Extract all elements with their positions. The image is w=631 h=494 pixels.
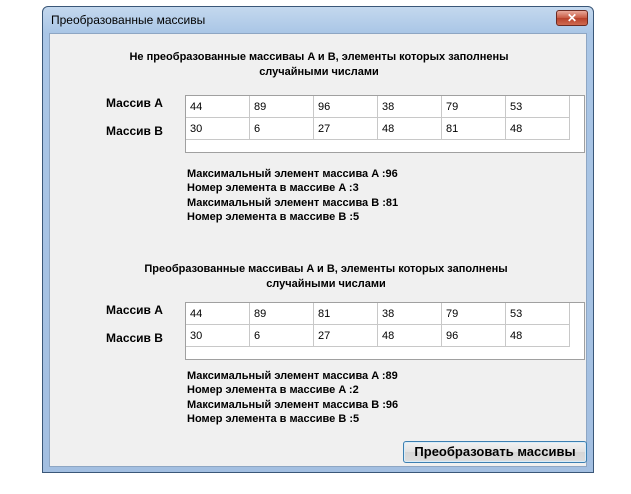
original-max-b: Максимальный элемент массива B :81 <box>187 196 399 209</box>
original-heading-line2: случайными числами <box>259 66 379 78</box>
transformed-heading-line2: случайными числами <box>266 278 386 290</box>
original-stats <box>187 167 398 224</box>
transformed-array-a-label: Массив A <box>106 303 163 317</box>
grid-cell[interactable]: 6 <box>250 118 314 140</box>
grid-cell[interactable]: 89 <box>250 96 314 118</box>
original-array-b-label: Массив B <box>106 124 163 138</box>
title-bar[interactable] <box>43 7 593 33</box>
grid-cell[interactable]: 48 <box>378 325 442 347</box>
grid-cell[interactable]: 27 <box>314 325 378 347</box>
transformed-array-b-label: Массив B <box>106 331 163 345</box>
transformed-stats <box>187 369 398 426</box>
app-window <box>42 6 594 473</box>
window-title: Преобразованные массивы <box>51 13 206 27</box>
transformed-index-b: Номер элемента в массиве B :5 <box>187 412 360 425</box>
grid-cell[interactable]: 53 <box>506 96 570 118</box>
close-icon: ✕ <box>566 11 578 25</box>
grid-cell[interactable]: 79 <box>442 96 506 118</box>
grid-cell[interactable]: 6 <box>250 325 314 347</box>
transformed-index-a: Номер элемента в массиве A :2 <box>187 384 359 397</box>
grid-cell[interactable]: 48 <box>506 118 570 140</box>
transformed-max-b: Максимальный элемент массива B :96 <box>187 398 399 411</box>
transformed-max-a: Максимальный элемент массива A :89 <box>187 370 398 382</box>
transformed-array-a-row <box>186 303 570 325</box>
original-arrays-grid[interactable] <box>185 95 585 153</box>
grid-cell[interactable]: 44 <box>186 303 250 325</box>
original-heading-line1: Не преобразованные массиваы A и B, элементы которых заполнены <box>129 51 509 63</box>
grid-cell[interactable]: 96 <box>442 325 506 347</box>
grid-cell[interactable]: 44 <box>186 96 250 118</box>
transformed-arrays-grid[interactable] <box>185 302 585 360</box>
original-index-b: Номер элемента в массиве B :5 <box>187 210 360 223</box>
grid-cell[interactable]: 38 <box>378 303 442 325</box>
original-index-a: Номер элемента в массиве A :3 <box>187 182 359 195</box>
close-button[interactable] <box>556 10 588 26</box>
original-arrays-heading <box>99 50 539 80</box>
grid-cell[interactable]: 79 <box>442 303 506 325</box>
original-array-b-row <box>186 118 570 140</box>
grid-cell[interactable]: 81 <box>442 118 506 140</box>
grid-cell[interactable]: 89 <box>250 303 314 325</box>
transformed-array-b-row <box>186 325 570 347</box>
grid-cell[interactable]: 53 <box>506 303 570 325</box>
grid-cell[interactable]: 38 <box>378 96 442 118</box>
grid-cell[interactable]: 48 <box>506 325 570 347</box>
transformed-heading-line1: Преобразованные массиваы A и B, элементы которых заполнены <box>144 263 508 275</box>
grid-cell[interactable]: 30 <box>186 118 250 140</box>
grid-cell[interactable]: 48 <box>378 118 442 140</box>
grid-cell[interactable]: 27 <box>314 118 378 140</box>
original-max-a: Максимальный элемент массива A :96 <box>187 168 398 180</box>
grid-cell[interactable]: 81 <box>314 303 378 325</box>
original-array-a-label: Массив A <box>106 96 163 110</box>
original-array-a-row <box>186 96 570 118</box>
grid-cell[interactable]: 96 <box>314 96 378 118</box>
transform-arrays-button[interactable]: Преобразовать массивы <box>403 441 587 463</box>
transformed-arrays-heading <box>106 262 546 292</box>
grid-cell[interactable]: 30 <box>186 325 250 347</box>
form-client-area <box>49 33 587 467</box>
